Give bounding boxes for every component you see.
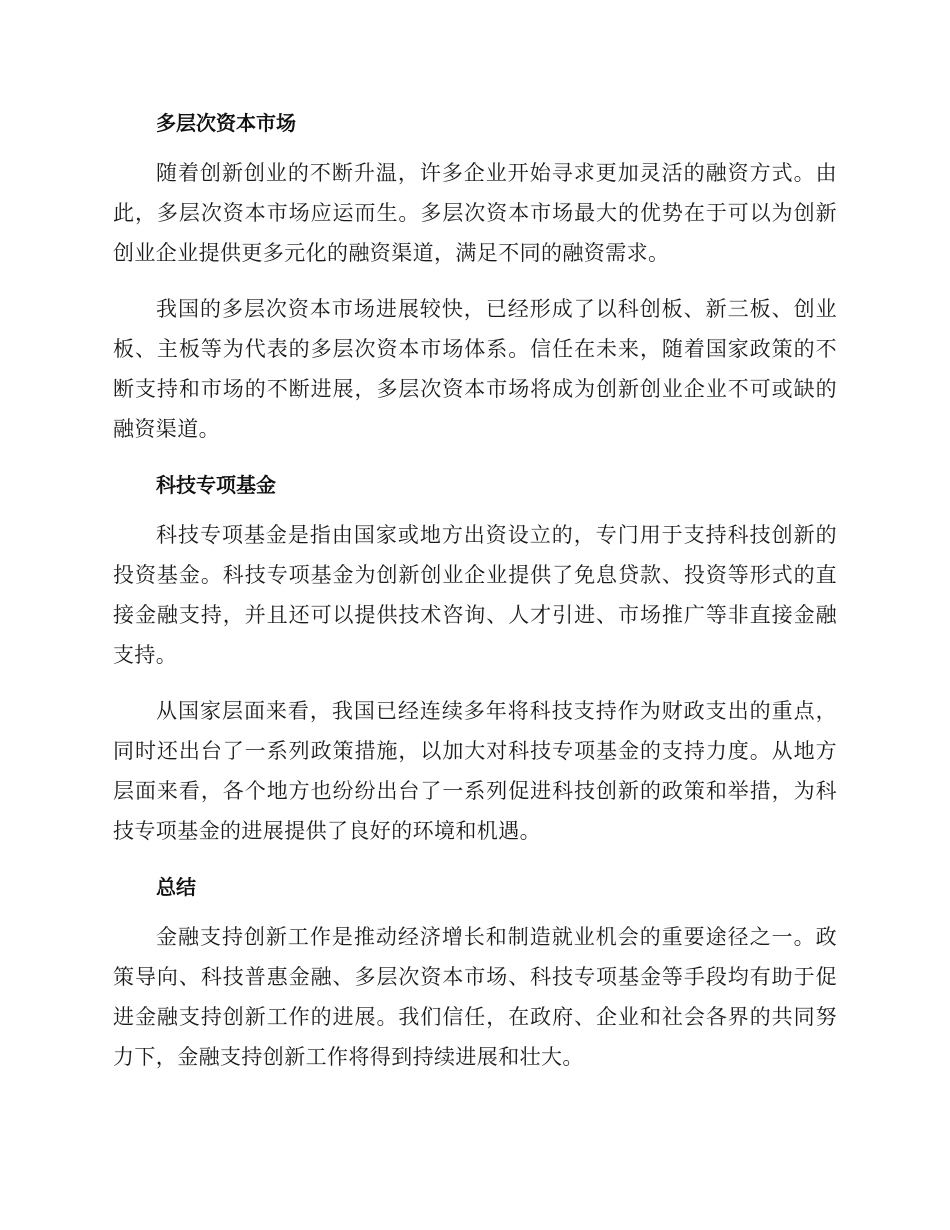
paragraph: 从国家层面来看，我国已经连续多年将科技支持作为财政支出的重点，同时还出台了一系列政策措施，以加大对科技专项基金的支持力度。从地方层面来看，各个地方也纷纷出台了一系列促进科技创新的政策和举措，为科技专项基金的进展提供了良好的环境和机遇。: [113, 699, 837, 843]
paragraph: 金融支持创新工作是推动经济增长和制造就业机会的重要途径之一。政策导向、科技普惠金融、多层次资本市场、科技专项基金等手段均有助于促进金融支持创新工作的进展。我们信任，在政府、企业和社会各界的共同努力下，金融支持创新工作将得到持续进展和壮大。: [113, 925, 837, 1069]
section-tech-fund: [113, 465, 837, 851]
section-capital-market: [113, 103, 837, 449]
section-heading: 多层次资本市场: [156, 111, 296, 135]
paragraph: 科技专项基金是指由国家或地方出资设立的，专门用于支持科技创新的投资基金。科技专项基金为创新创业企业提供了免息贷款、投资等形式的直接金融支持，并且还可以提供技术咨询、人才引进、市场推广等非直接金融支持。: [113, 523, 837, 667]
paragraph: 随着创新创业的不断升温，许多企业开始寻求更加灵活的融资方式。由此，多层次资本市场应运而生。多层次资本市场最大的优势在于可以为创新创业企业提供更多元化的融资渠道，满足不同的融资需求。: [113, 161, 837, 265]
section-summary: [113, 867, 837, 1077]
paragraph: 我国的多层次资本市场进展较快，已经形成了以科创板、新三板、创业板、主板等为代表的多层次资本市场体系。信任在未来，随着国家政策的不断支持和市场的不断进展，多层次资本市场将成为创新创业企业不可或缺的融资渠道。: [113, 297, 837, 441]
document-body: [113, 103, 837, 1093]
section-heading: 总结: [156, 875, 196, 899]
section-heading: 科技专项基金: [156, 473, 276, 497]
